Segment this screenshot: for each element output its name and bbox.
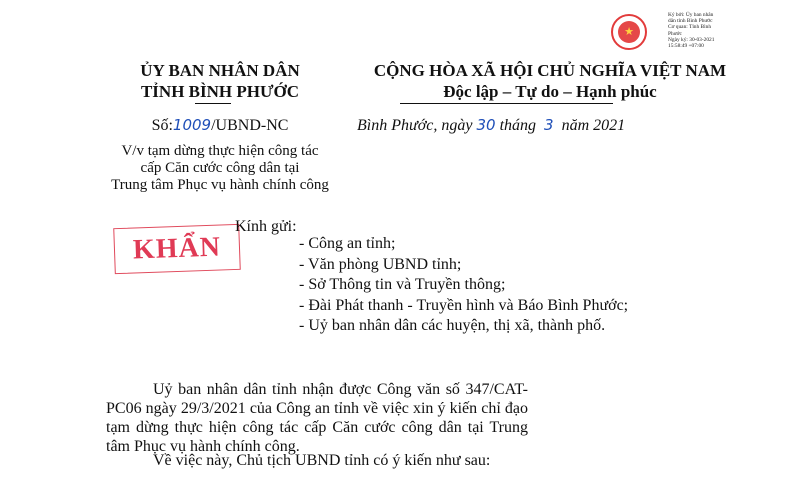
national-title: CỘNG HÒA XÃ HỘI CHỦ NGHĨA VIỆT NAM (373, 61, 727, 80)
date-month-label: tháng (499, 117, 537, 134)
doc-number-suffix: /UBND-NC (211, 117, 289, 134)
urgent-stamp (113, 224, 241, 274)
document-number (120, 116, 320, 135)
signature-line: Ký bởi: Ủy ban nhân (668, 12, 714, 18)
body-paragraph: Uỷ ban nhân dân tỉnh nhận được Công văn số 347/CAT-PC06 ngày 29/3/2021 của Công an tỉnh về việc xin ý kiến chỉ đạo tạm dừng thực hiện công tác cấp Căn cước công dân tại Trung tâm Phục vụ hành chính công. (106, 381, 528, 455)
recipient-list (299, 234, 628, 337)
motto-divider (400, 103, 613, 104)
signature-line: Cơ quan: Tỉnh Bình (668, 24, 712, 31)
recipient-item: - Công an tỉnh; (299, 235, 396, 252)
national-motto: Độc lập – Tự do – Hạnh phúc (443, 82, 657, 101)
date-day-handwritten: 30 (476, 116, 496, 134)
date-place: Bình Phước, ngày (357, 117, 473, 134)
agency-name-line1: ỦY BAN NHÂN DÂN (140, 61, 300, 80)
national-emblem-seal-icon (611, 14, 647, 50)
subject-line: Trung tâm Phục vụ hành chính công (111, 177, 329, 193)
digital-signature-info (668, 12, 778, 49)
doc-number-handwritten: 1009 (172, 116, 212, 134)
signature-line: Ngày ký: 30-03-2021 (668, 36, 715, 43)
subject-line: V/v tạm dừng thực hiện công tác (121, 143, 319, 159)
date-month-handwritten: 3 (544, 116, 554, 134)
national-header (330, 60, 770, 102)
document-subject (100, 143, 340, 194)
body-paragraph: Về việc này, Chủ tịch UBND tỉnh có ý kiến như sau: (153, 452, 491, 469)
urgent-stamp-label: KHẨN (132, 231, 222, 266)
issuing-agency (120, 60, 320, 102)
recipient-item: - Văn phòng UBND tỉnh; (299, 255, 462, 273)
recipients-greeting: Kính gửi: (235, 218, 297, 235)
agency-name-line2: TỈNH BÌNH PHƯỚC (140, 82, 300, 101)
signature-line: dân tỉnh Bình Phước (668, 18, 713, 25)
subject-line: cấp Căn cước công dân tại (140, 160, 300, 176)
star-icon: ★ (618, 21, 640, 43)
recipient-item: - Đài Phát thanh - Truyền hình và Báo Bình Phước; (299, 296, 629, 314)
signature-line: Phước (668, 30, 682, 37)
agency-divider (195, 103, 231, 104)
signature-line: 15:58:49 +07:00 (668, 43, 704, 50)
recipient-item: - Uỷ ban nhân dân các huyện, thị xã, thành phố. (299, 317, 606, 334)
recipient-item: - Sở Thông tin và Truyền thông; (299, 276, 506, 293)
doc-number-prefix: Số: (151, 117, 173, 134)
date-line (357, 116, 757, 135)
date-year: năm 2021 (561, 117, 626, 134)
